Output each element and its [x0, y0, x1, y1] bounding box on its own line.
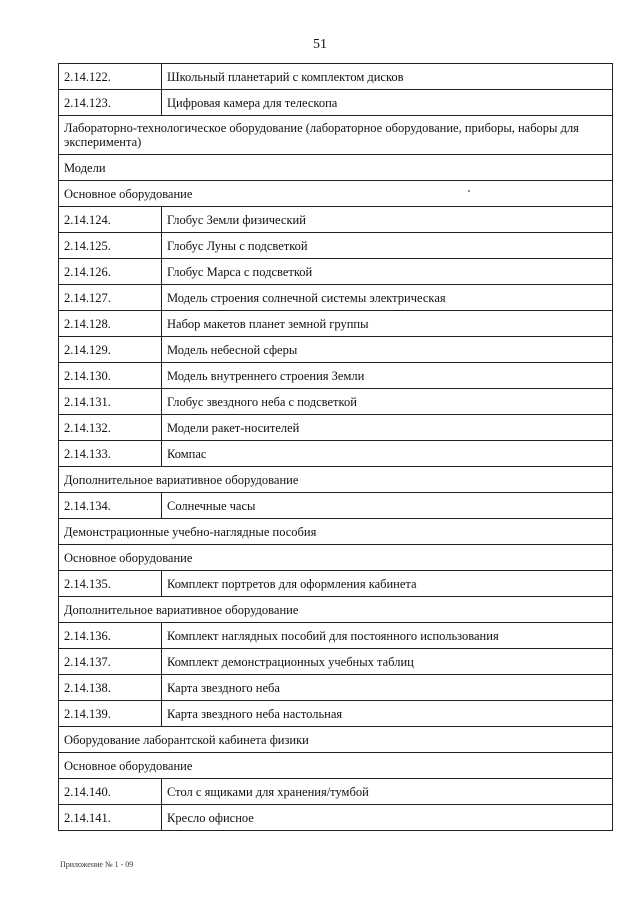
table-row-item	[59, 779, 613, 805]
item-name: Модель небесной сферы	[162, 337, 613, 363]
table-row-item	[59, 415, 613, 441]
item-code: 2.14.126.	[59, 259, 162, 285]
item-code: 2.14.127.	[59, 285, 162, 311]
section-heading: Основное оборудование	[59, 753, 613, 779]
item-code: 2.14.129.	[59, 337, 162, 363]
table-row-item	[59, 259, 613, 285]
item-code: 2.14.136.	[59, 623, 162, 649]
table-row-section	[59, 727, 613, 753]
item-name: Солнечные часы	[162, 493, 613, 519]
item-code: 2.14.125.	[59, 233, 162, 259]
item-name: Набор макетов планет земной группы	[162, 311, 613, 337]
item-name: Карта звездного неба настольная	[162, 701, 613, 727]
table-row-item	[59, 623, 613, 649]
item-code: 2.14.130.	[59, 363, 162, 389]
table-row-section	[59, 753, 613, 779]
section-heading: Оборудование лаборантской кабинета физики	[59, 727, 613, 753]
item-name: Кресло офисное	[162, 805, 613, 831]
item-name: Компас	[162, 441, 613, 467]
table-row-section	[59, 116, 613, 155]
item-name: Стол с ящиками для хранения/тумбой	[162, 779, 613, 805]
item-code: 2.14.123.	[59, 90, 162, 116]
section-heading: Дополнительное вариативное оборудование	[59, 597, 613, 623]
item-name: Глобус Луны с подсветкой	[162, 233, 613, 259]
table-row-section	[59, 545, 613, 571]
item-code: 2.14.135.	[59, 571, 162, 597]
item-name: Цифровая камера для телескопа	[162, 90, 613, 116]
table-row-item	[59, 701, 613, 727]
section-heading: Демонстрационные учебно-наглядные пособия	[59, 519, 613, 545]
table-row-section	[59, 467, 613, 493]
table-row-item	[59, 337, 613, 363]
item-name: Комплект наглядных пособий для постоянного использования	[162, 623, 613, 649]
item-code: 2.14.139.	[59, 701, 162, 727]
table-row-section	[59, 519, 613, 545]
table-row-item	[59, 311, 613, 337]
equipment-table-body	[59, 64, 613, 831]
table-row-item	[59, 493, 613, 519]
section-heading: Лабораторно-технологическое оборудование (лабораторное оборудование, приборы, наборы для эксперимента)	[59, 116, 613, 155]
table-row-section	[59, 181, 613, 207]
item-code: 2.14.133.	[59, 441, 162, 467]
equipment-table	[58, 63, 613, 831]
item-code: 2.14.124.	[59, 207, 162, 233]
table-row-item	[59, 233, 613, 259]
table-row-item	[59, 285, 613, 311]
table-row-item	[59, 64, 613, 90]
scan-speck	[468, 190, 470, 192]
item-code: 2.14.134.	[59, 493, 162, 519]
table-row-item	[59, 571, 613, 597]
item-code: 2.14.138.	[59, 675, 162, 701]
table-row-section	[59, 155, 613, 181]
item-name: Комплект демонстрационных учебных таблиц	[162, 649, 613, 675]
item-name: Глобус Марса с подсветкой	[162, 259, 613, 285]
item-name: Глобус Земли физический	[162, 207, 613, 233]
item-name: Карта звездного неба	[162, 675, 613, 701]
item-code: 2.14.140.	[59, 779, 162, 805]
table-row-item	[59, 675, 613, 701]
item-code: 2.14.141.	[59, 805, 162, 831]
section-heading: Основное оборудование	[59, 181, 613, 207]
table-row-item	[59, 389, 613, 415]
section-heading: Дополнительное вариативное оборудование	[59, 467, 613, 493]
table-row-item	[59, 207, 613, 233]
section-heading: Модели	[59, 155, 613, 181]
table-row-item	[59, 90, 613, 116]
table-row-item	[59, 363, 613, 389]
item-name: Глобус звездного неба с подсветкой	[162, 389, 613, 415]
item-code: 2.14.132.	[59, 415, 162, 441]
item-name: Модели ракет-носителей	[162, 415, 613, 441]
footer-annex-label: Приложение № 1 - 09	[60, 860, 134, 869]
item-name: Модель внутреннего строения Земли	[162, 363, 613, 389]
item-code: 2.14.131.	[59, 389, 162, 415]
item-name: Модель строения солнечной системы электрическая	[162, 285, 613, 311]
item-name: Школьный планетарий с комплектом дисков	[162, 64, 613, 90]
table-row-item	[59, 441, 613, 467]
item-code: 2.14.128.	[59, 311, 162, 337]
item-code: 2.14.122.	[59, 64, 162, 90]
table-row-item	[59, 649, 613, 675]
item-code: 2.14.137.	[59, 649, 162, 675]
item-name: Комплект портретов для оформления кабинета	[162, 571, 613, 597]
section-heading: Основное оборудование	[59, 545, 613, 571]
table-row-item	[59, 805, 613, 831]
table-row-section	[59, 597, 613, 623]
page-number: 51	[313, 37, 327, 52]
